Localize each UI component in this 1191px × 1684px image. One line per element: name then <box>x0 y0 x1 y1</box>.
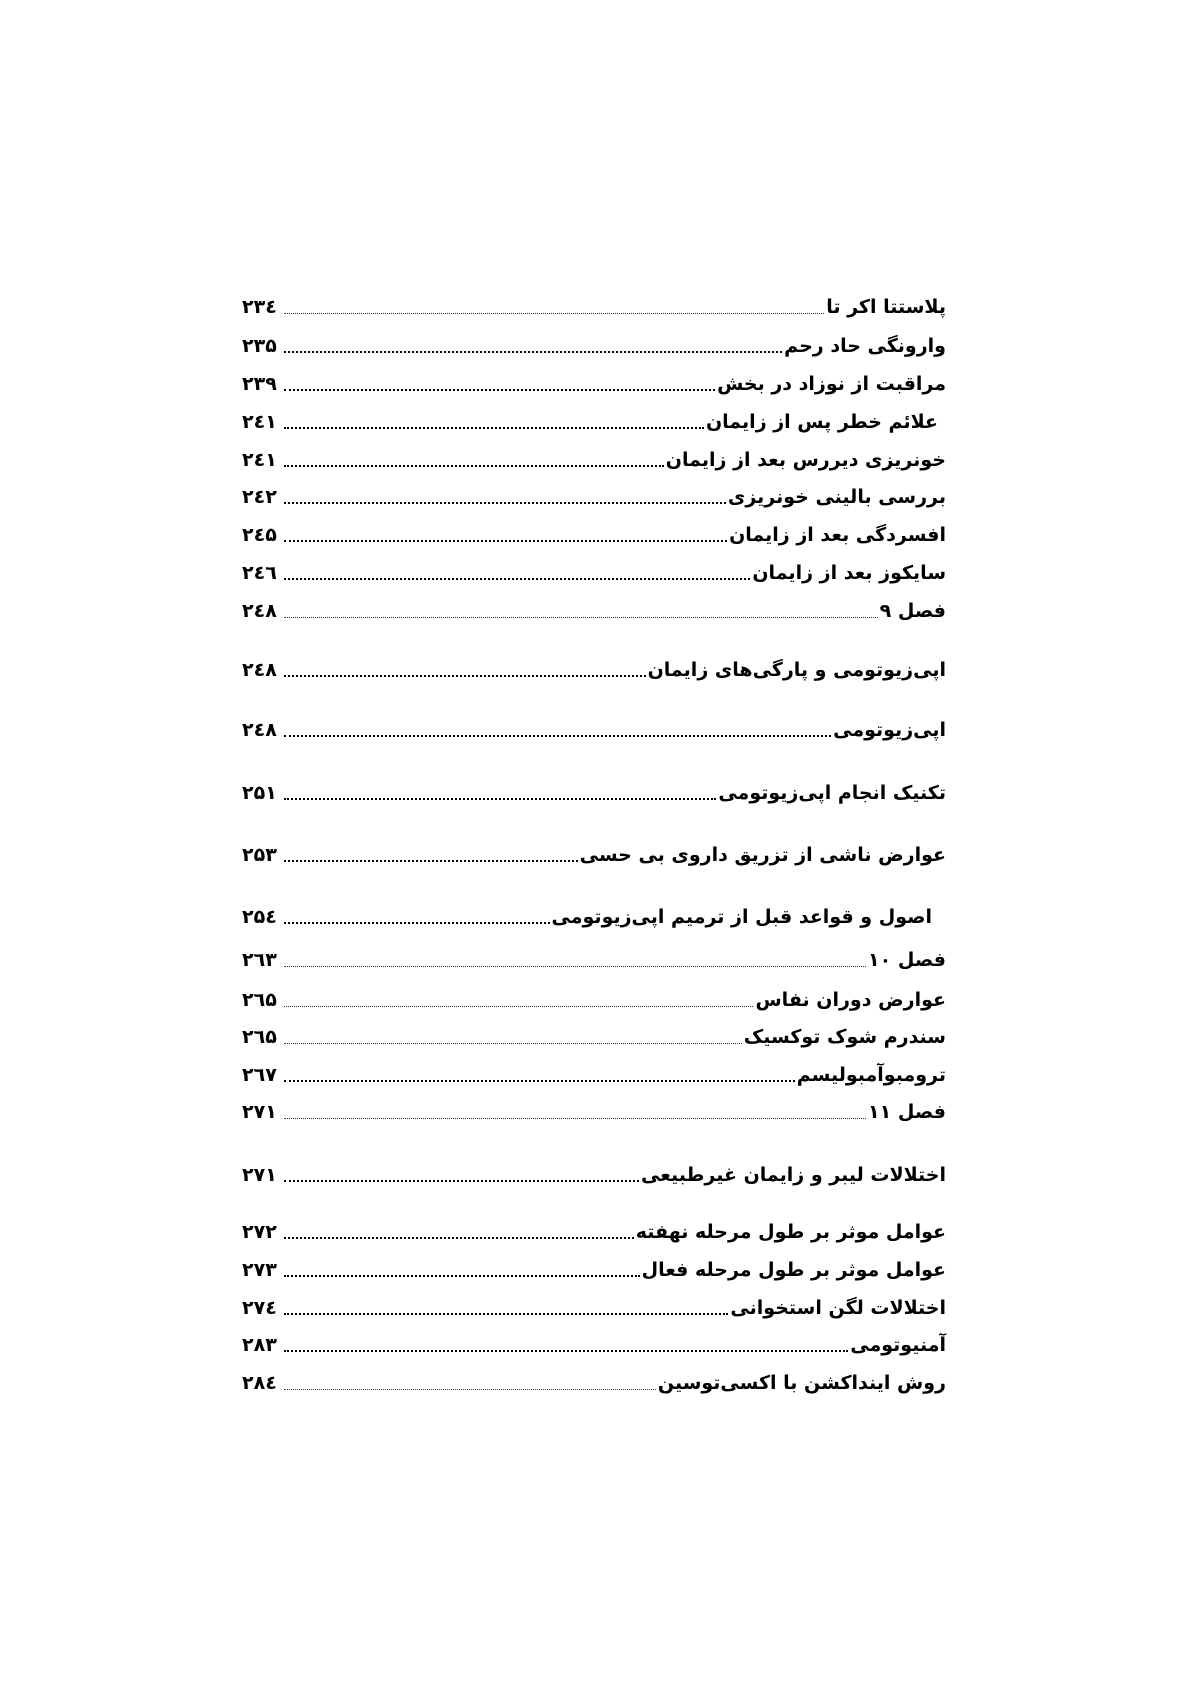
toc-entry-page-number: ۲۳٤ <box>242 296 277 318</box>
toc-entry-page-number: ۲۵۱ <box>242 782 277 804</box>
dot-leader <box>284 1022 742 1052</box>
dot-leader <box>284 1330 848 1360</box>
toc-entry-page-number: ۲٦۵ <box>242 989 277 1011</box>
dot-leader <box>284 715 831 745</box>
dot-leader <box>284 482 726 512</box>
toc-entry-3[interactable] <box>242 369 946 399</box>
toc-entry-title: عوامل موثر بر طول مرحله نهفته <box>635 1221 946 1243</box>
toc-entry-title: علائم خطر پس از زایمان <box>705 411 938 433</box>
toc-entry-title: تکنیک انجام اپی‌زیوتومی <box>718 782 946 804</box>
toc-entry-page-number: ۲۸٤ <box>242 1372 277 1394</box>
toc-entry-title: فصل ۱۰ <box>868 949 946 971</box>
dot-leader <box>284 292 824 322</box>
toc-entry-page-number: ۲٤۲ <box>242 486 277 508</box>
toc-entry-11[interactable] <box>242 715 946 745</box>
toc-entry-page-number: ۲٤۵ <box>242 524 277 546</box>
toc-entry-6[interactable] <box>242 482 946 512</box>
dot-leader <box>284 596 878 626</box>
toc-entry-7[interactable] <box>242 520 946 550</box>
dot-leader <box>284 407 704 437</box>
toc-entry-title: عوامل موثر بر طول مرحله فعال <box>641 1259 946 1281</box>
dot-leader <box>284 1217 634 1247</box>
dot-leader <box>284 1293 728 1323</box>
toc-entry-title: اپی‌زیوتومی و پارگی‌های زایمان <box>647 659 946 681</box>
toc-entry-title: ترومبوآمبولیسم <box>796 1064 946 1086</box>
dot-leader <box>284 985 753 1015</box>
toc-entry-9[interactable] <box>242 596 946 626</box>
toc-entry-8[interactable] <box>242 558 946 588</box>
toc-entry-page-number: ۲۷۳ <box>242 1259 277 1281</box>
toc-entry-title: آمنیوتومی <box>850 1334 946 1356</box>
dot-leader <box>284 902 550 932</box>
toc-entry-18[interactable] <box>242 1060 946 1090</box>
toc-entry-page-number: ۲٤۱ <box>242 449 277 471</box>
toc-entry-page-number: ۲٦۷ <box>242 1064 277 1086</box>
toc-entry-4[interactable] <box>242 407 946 437</box>
toc-entry-2[interactable] <box>242 331 946 361</box>
toc-entry-17[interactable] <box>242 1022 946 1052</box>
toc-entry-page-number: ۲۷٤ <box>242 1297 277 1319</box>
toc-entry-page-number: ۲۷۱ <box>242 1164 277 1186</box>
dot-leader <box>284 778 716 808</box>
dot-leader <box>284 945 866 975</box>
dot-leader <box>284 520 727 550</box>
toc-entry-page-number: ۲۷۱ <box>242 1101 277 1123</box>
dot-leader <box>284 558 750 588</box>
dot-leader <box>284 445 664 475</box>
toc-entry-title: بررسی بالینی خونریزی <box>727 486 946 508</box>
toc-entry-title: عوارض دوران نفاس <box>755 989 946 1011</box>
toc-entry-page-number: ۲۵۳ <box>242 844 277 866</box>
toc-entry-22[interactable] <box>242 1255 946 1285</box>
dot-leader <box>284 655 646 685</box>
toc-entry-24[interactable] <box>242 1330 946 1360</box>
toc-entry-title: فصل ۹ <box>879 600 946 622</box>
toc-entry-title: اختلالات لیبر و زایمان غیرطبیعی <box>641 1164 946 1186</box>
toc-entry-20[interactable] <box>242 1160 946 1190</box>
dot-leader <box>284 331 782 361</box>
toc-entry-title: فصل ۱۱ <box>868 1101 946 1123</box>
toc-entry-12[interactable] <box>242 778 946 808</box>
toc-entry-title: اختلالات لگن استخوانی <box>730 1297 946 1319</box>
toc-entry-1[interactable] <box>242 292 946 322</box>
toc-entry-page-number: ۲٦۵ <box>242 1026 277 1048</box>
toc-entry-5[interactable] <box>242 445 946 475</box>
toc-entry-23[interactable] <box>242 1293 946 1323</box>
toc-entry-page-number: ۲٤۸ <box>242 600 277 622</box>
toc-entry-title: عوارض ناشی از تزریق داروی بی حسی <box>579 844 946 866</box>
dot-leader <box>284 1060 795 1090</box>
toc-entry-title: خونریزی دیررس بعد از زایمان <box>665 449 946 471</box>
dot-leader <box>284 1160 639 1190</box>
toc-entry-page-number: ۲٦۳ <box>242 949 277 971</box>
toc-entry-title: پلاستتا اکر تا <box>826 296 946 318</box>
toc-entry-page-number: ۲۵٤ <box>242 906 277 928</box>
toc-entry-16[interactable] <box>242 985 946 1015</box>
toc-entry-page-number: ۲٤۱ <box>242 411 277 433</box>
table-of-contents <box>242 0 946 1684</box>
toc-entry-13[interactable] <box>242 840 946 870</box>
toc-entry-page-number: ۲۳۵ <box>242 335 277 357</box>
toc-entry-21[interactable] <box>242 1217 946 1247</box>
toc-entry-title: اصول و قواعد قبل از ترمیم اپی‌زیوتومی <box>551 906 932 928</box>
dot-leader <box>284 840 578 870</box>
dot-leader <box>284 1255 640 1285</box>
toc-entry-page-number: ۲٤۸ <box>242 659 277 681</box>
toc-entry-10[interactable] <box>242 655 946 685</box>
toc-entry-title: اپی‌زیوتومی <box>833 719 946 741</box>
toc-entry-page-number: ۲٤٦ <box>242 562 277 584</box>
toc-entry-title: مراقبت از نوزاد در بخش <box>717 373 946 395</box>
toc-entry-15[interactable] <box>242 945 946 975</box>
toc-entry-title: سندرم شوک توکسیک <box>743 1026 946 1048</box>
toc-entry-page-number: ۲٤۸ <box>242 719 277 741</box>
toc-entry-25[interactable] <box>242 1368 946 1398</box>
toc-entry-14[interactable] <box>242 902 946 932</box>
dot-leader <box>284 1097 866 1127</box>
toc-entry-page-number: ۲۸۳ <box>242 1334 277 1356</box>
toc-entry-title: وارونگی حاد رحم <box>784 335 946 357</box>
dot-leader <box>284 1368 656 1398</box>
toc-entry-title: افسردگی بعد از زایمان <box>729 524 946 546</box>
dot-leader <box>284 369 715 399</box>
toc-entry-page-number: ۲۳۹ <box>242 373 277 395</box>
toc-entry-title: روش ایندا‌کشن با اکسی‌توسین <box>657 1372 946 1394</box>
toc-entry-19[interactable] <box>242 1097 946 1127</box>
toc-entry-page-number: ۲۷۲ <box>242 1221 277 1243</box>
toc-entry-title: سایکوز بعد از زایمان <box>752 562 946 584</box>
